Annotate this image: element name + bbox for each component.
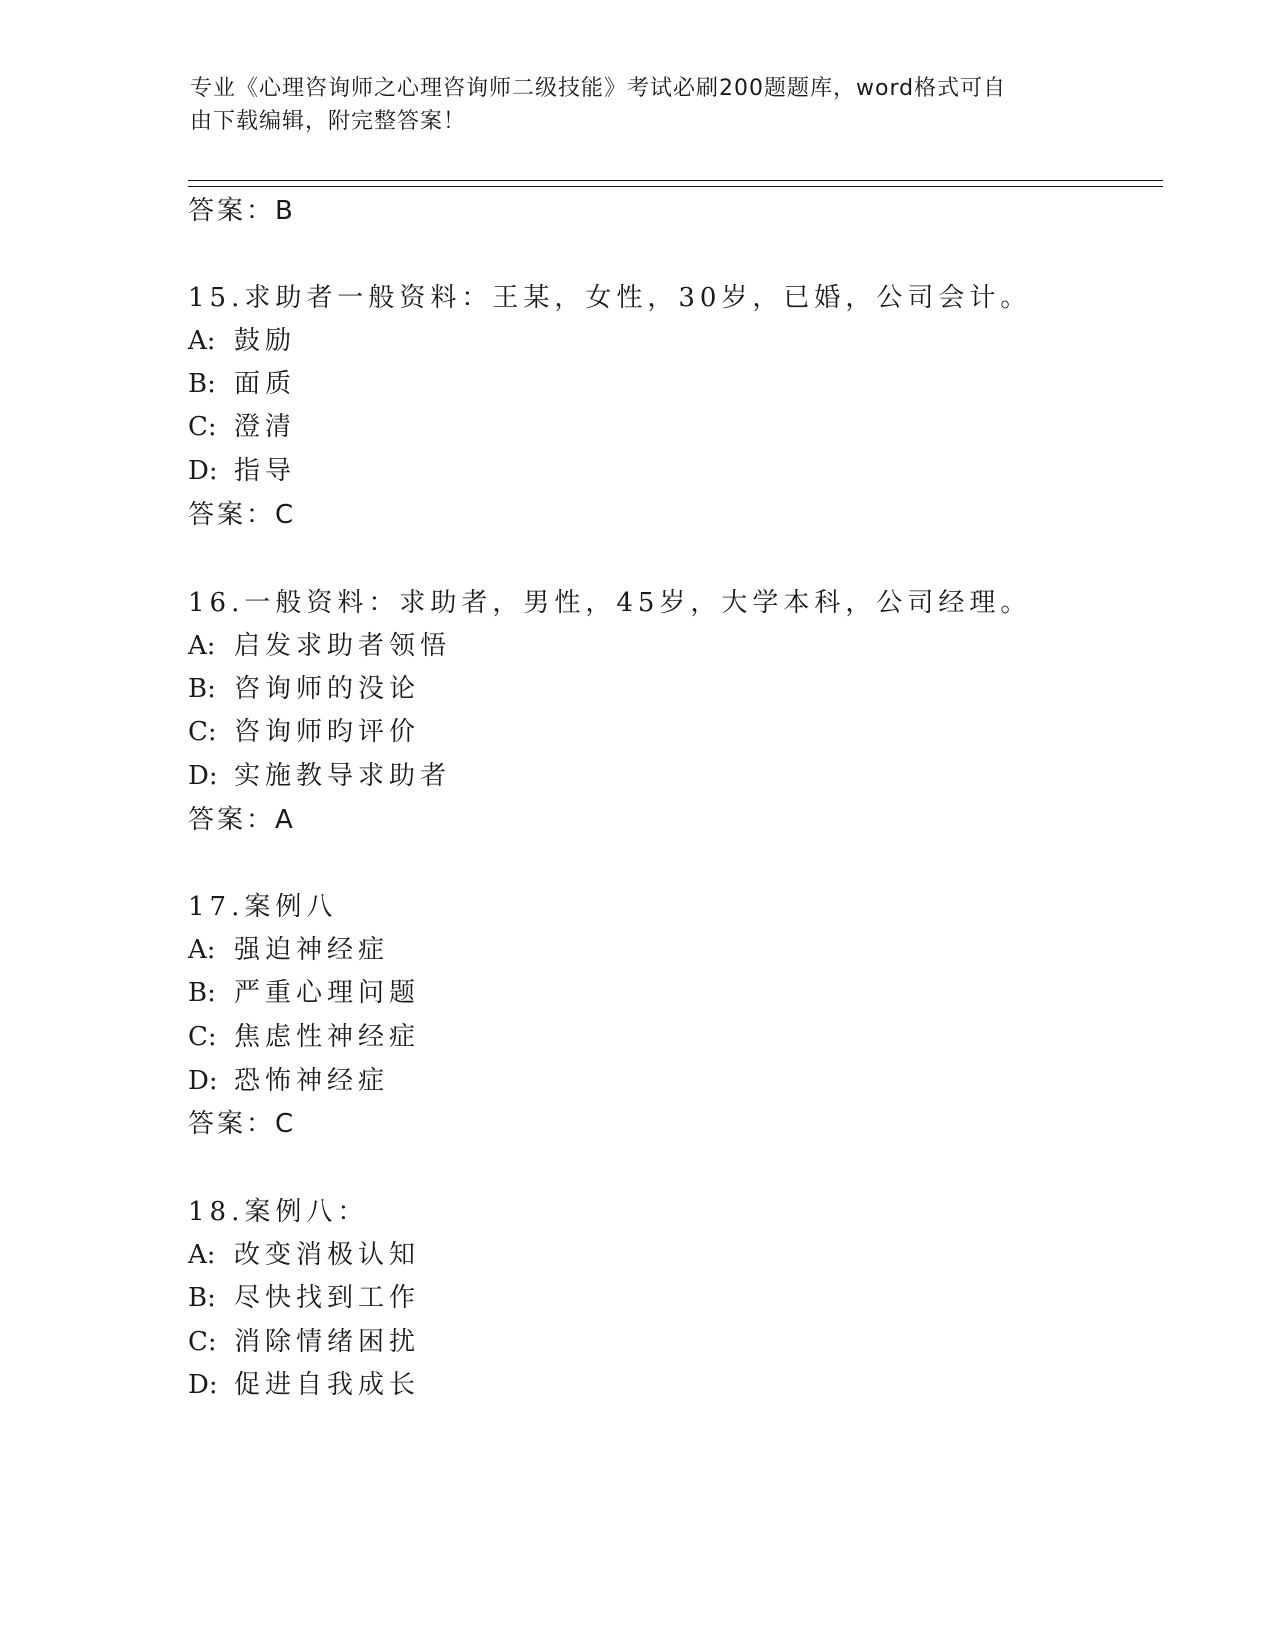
option-a: [188, 929, 389, 966]
option-d: [188, 1364, 420, 1401]
option-letter: D:: [188, 761, 218, 791]
header-line-1: 专业《心理咨询师之心理咨询师二级技能》考试必刷200题题库，word格式可自: [190, 76, 1007, 101]
header-line-2: 由下载编辑，附完整答案！: [190, 109, 467, 134]
option-text: 严重心理问题: [234, 978, 421, 1008]
option-d: [188, 755, 451, 792]
option-b: [188, 363, 296, 400]
option-c: [188, 1016, 420, 1053]
option-text: 咨询师昀评价: [234, 717, 421, 747]
option-letter: C:: [188, 1022, 217, 1052]
option-text: 尽快找到工作: [234, 1283, 421, 1313]
option-letter: A:: [188, 935, 216, 965]
option-letter: D:: [188, 1370, 218, 1400]
option-c: [188, 1321, 420, 1358]
option-b: [188, 1277, 420, 1314]
option-a: [188, 625, 451, 662]
option-letter: B:: [188, 978, 216, 1008]
option-letter: A:: [188, 1240, 216, 1270]
question-stem: 18.案例八：: [188, 1197, 369, 1227]
option-text: 咨询师的没论: [234, 674, 421, 704]
option-text: 促进自我成长: [234, 1370, 421, 1400]
option-letter: A:: [188, 631, 216, 661]
option-a: [188, 1234, 420, 1271]
option-text: 强迫神经症: [234, 935, 390, 965]
option-text: 焦虑性神经症: [234, 1022, 421, 1052]
option-c: [188, 406, 296, 443]
option-text: 启发求助者领悟: [234, 631, 452, 661]
option-letter: C:: [188, 717, 217, 747]
option-letter: D:: [188, 1066, 218, 1096]
option-text: 恐怖神经症: [234, 1066, 390, 1096]
option-letter: B:: [188, 369, 216, 399]
option-text: 面质: [234, 369, 297, 399]
option-text: 指导: [234, 456, 297, 486]
question-stem: 17.案例八: [188, 892, 338, 922]
previous-answer: 答案：B: [188, 196, 296, 226]
option-text: 澄清: [234, 412, 297, 442]
option-b: [188, 668, 420, 705]
question-stem: 16.一般资料：求助者，男性，45岁，大学本科，公司经理。: [188, 588, 1032, 618]
option-letter: C:: [188, 1327, 217, 1357]
answer-line: 答案：C: [188, 1109, 297, 1139]
option-text: 实施教导求助者: [234, 761, 452, 791]
option-c: [188, 711, 420, 748]
header-divider: [188, 180, 1163, 187]
option-letter: B:: [188, 1283, 216, 1313]
option-text: 改变消极认知: [234, 1240, 421, 1270]
option-letter: B:: [188, 674, 216, 704]
question-stem: 15.求助者一般资料：王某，女性，30岁，已婚，公司会计。: [188, 283, 1032, 313]
answer-line: 答案：A: [188, 805, 296, 835]
option-d: [188, 450, 296, 487]
document-header: [190, 72, 1090, 138]
answer-line: 答案：C: [188, 500, 297, 530]
option-a: [188, 320, 296, 357]
option-text: 消除情绪困扰: [234, 1327, 421, 1357]
option-b: [188, 972, 420, 1009]
option-letter: D:: [188, 456, 218, 486]
option-letter: A:: [188, 326, 216, 356]
option-letter: C:: [188, 412, 217, 442]
option-text: 鼓励: [234, 326, 297, 356]
option-d: [188, 1060, 389, 1097]
